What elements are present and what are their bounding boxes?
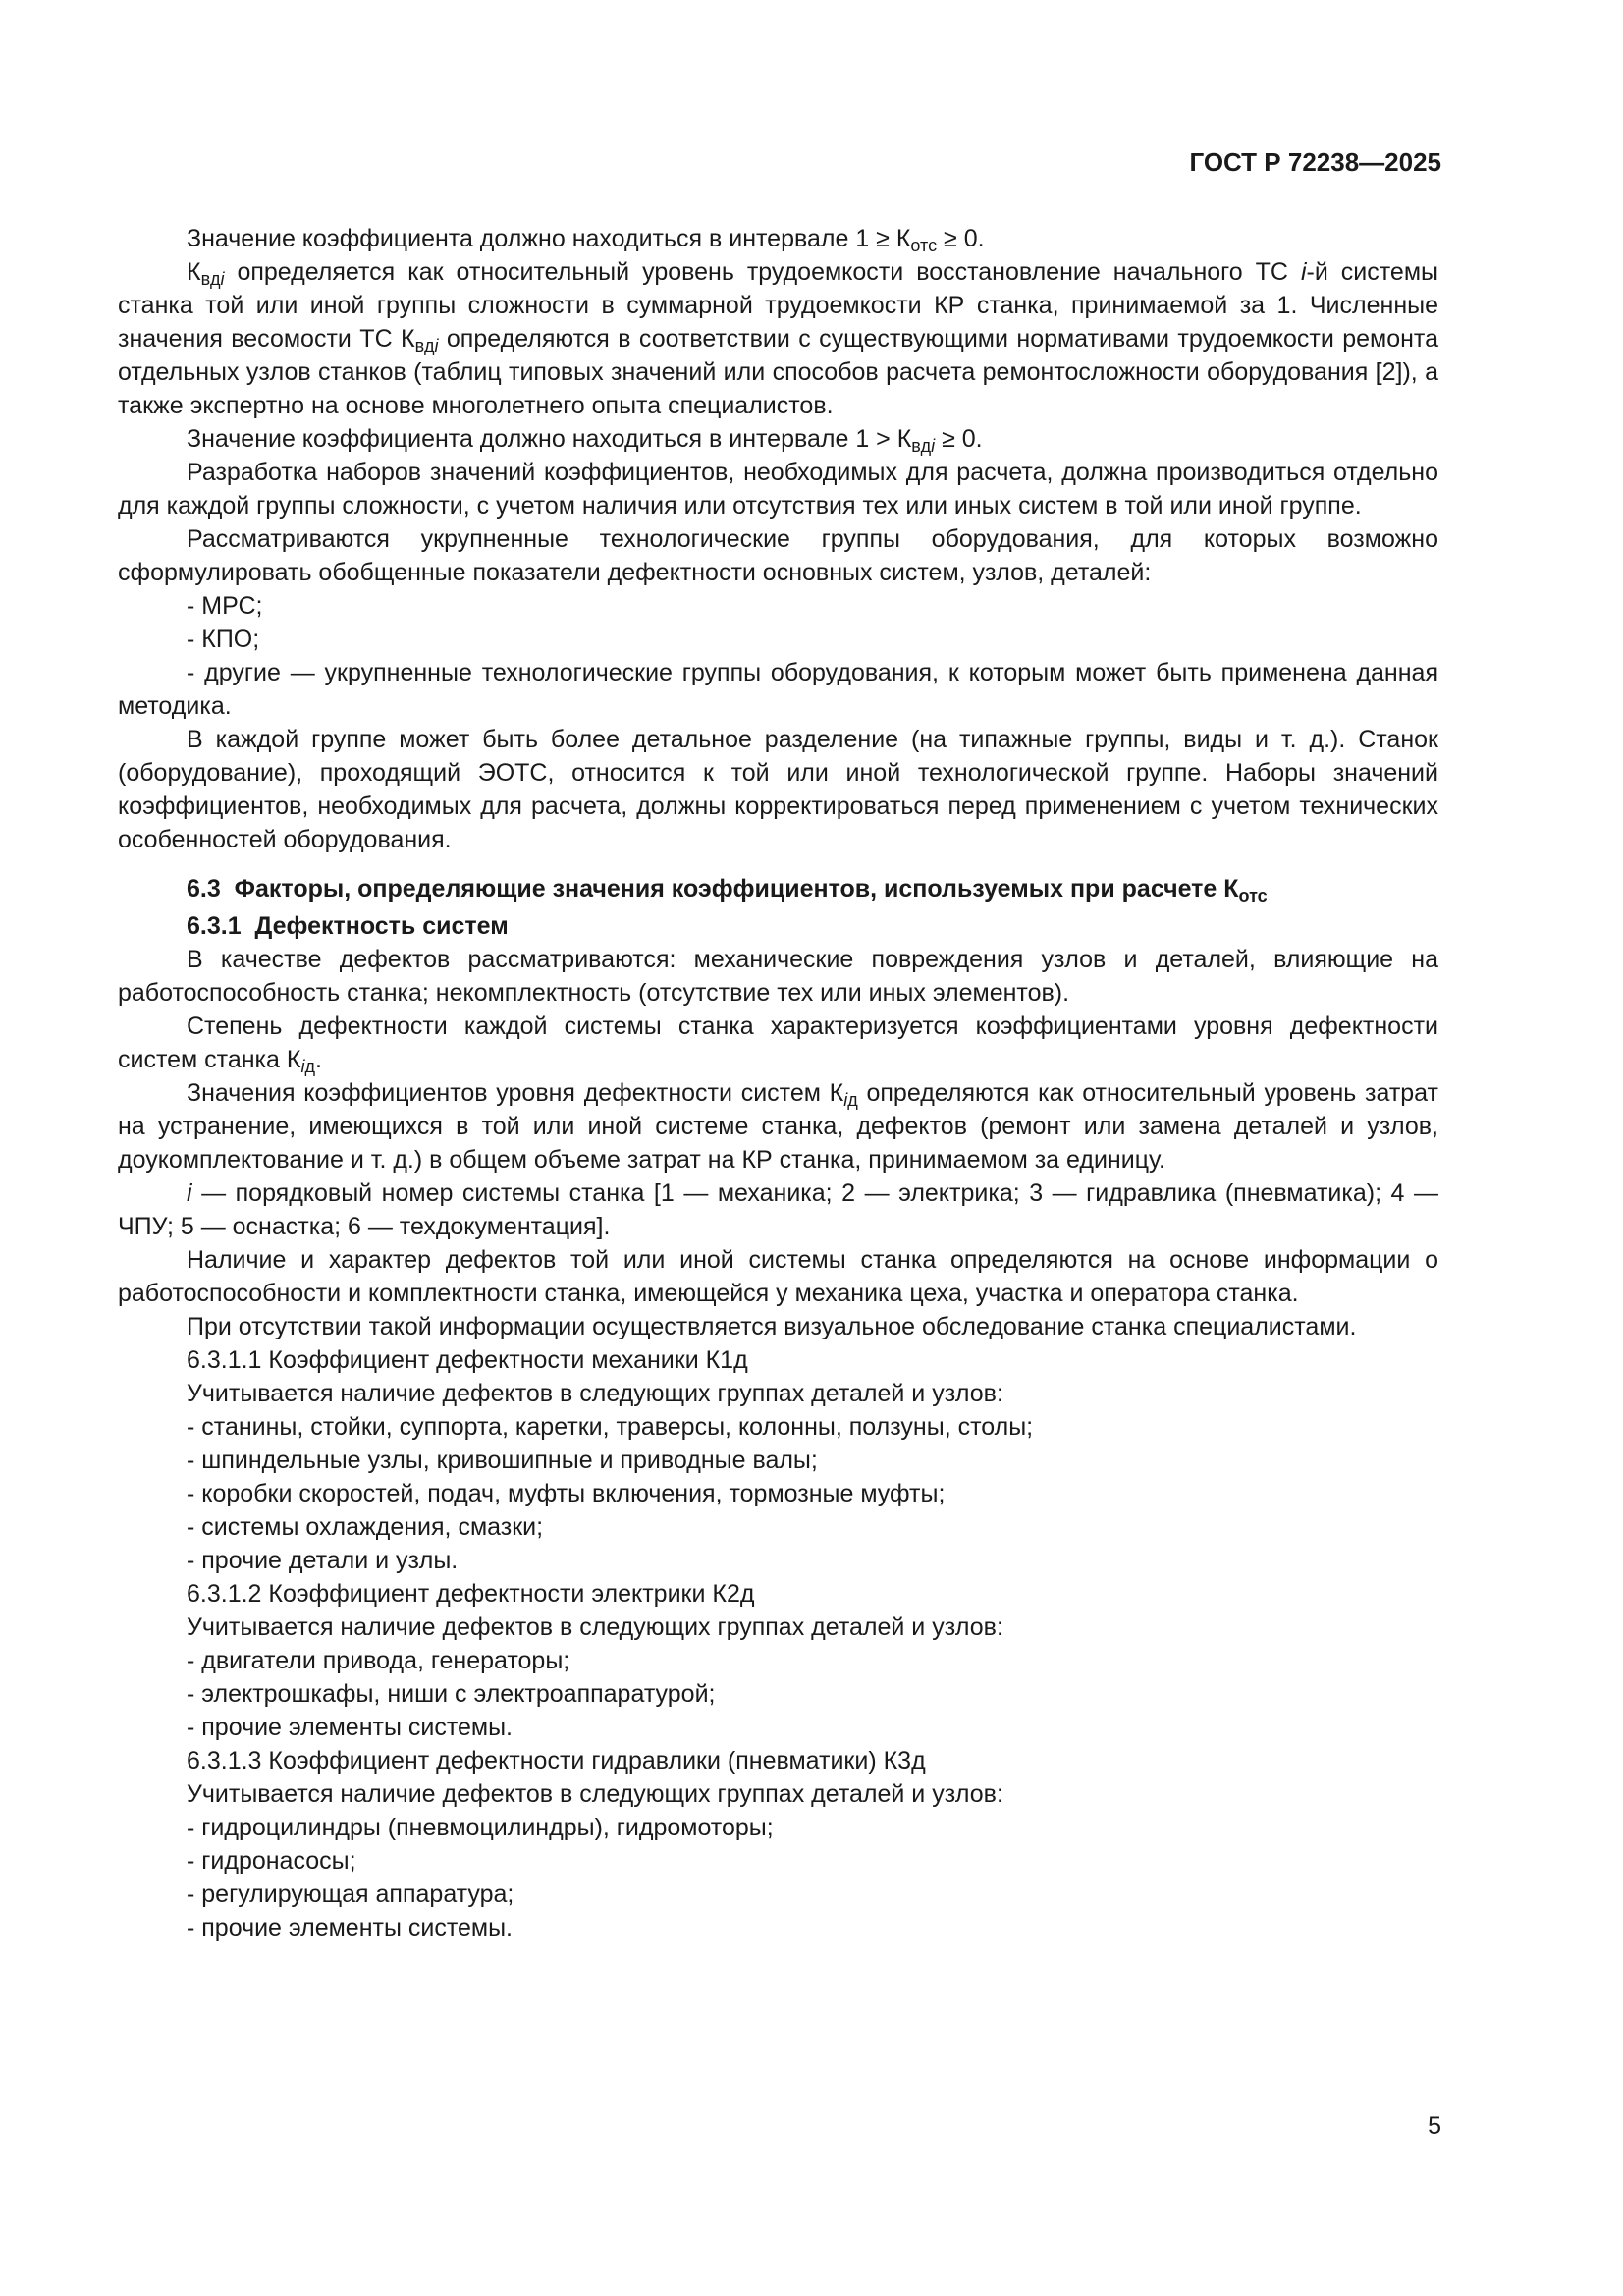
section-heading-6-3 [118,872,1438,905]
text: определяются в соответствии с существующими нормативами трудоемкости ремонта отдельных узлов станков (таблиц типовых значений или способов расчета ремонтосложности оборудования [2]), а также экспертно на основе многолетнего опыта специалистов. [118,325,1438,419]
subscript: отс [910,236,938,255]
text: вд [911,436,932,456]
list-item: - гидроцилиндры (пневмоцилиндры), гидромоторы; [187,1814,774,1841]
list-item: - коробки скоростей, подач, муфты включения, тормозные муфты; [187,1480,946,1507]
italic-index: i [187,1179,192,1207]
paragraph-group-division: В каждой группе может быть более детальное разделение (на типажные группы, виды и т. д.). Станок (оборудование), проходящий ЭОТС, относится к той или иной технологической группе. Наборы значений коэффициентов, необходимых для расчета, должны корректироваться перед применением с учетом технических особенностей оборудования. [118,726,1438,853]
text: Значение коэффициента должно находиться в интервале 1 ≥ К [187,225,911,252]
paragraph-visual-inspection: При отсутствии такой информации осуществляется визуальное обследование станка специалистами. [187,1313,1357,1340]
document-header: ГОСТ Р 72238—2025 [1189,147,1441,177]
section-title: Дефектность систем [254,912,509,940]
section-title: Факторы, определяющие значения коэффициентов, используемых при расчете К [234,875,1239,902]
text: вд [200,269,221,289]
subscript [911,436,935,456]
italic-index: i [300,1057,305,1076]
italic-index: i [931,436,936,456]
list-item: - МРС; [187,592,263,620]
italic-index: i [1300,258,1307,286]
list-item: - регулирующая аппаратура; [187,1881,514,1908]
document-body [118,222,1438,1944]
text: определяется как относительный уровень трудоемкости восстановление начального ТС [224,258,1301,286]
text: вд [414,336,435,355]
text: Значения коэффициентов уровня дефектности систем К [187,1079,844,1107]
text: -й системы станка той или иной группы сложности в суммарной трудоемкости КР станка, принимаемой за 1. Численные значения весомости ТС К [118,258,1438,353]
paragraph-defect-info: Наличие и характер дефектов той или иной системы станка определяются на основе информации о работоспособности и комплектности станка, имеющейся у механика цеха, участка и оператора станка. [118,1246,1438,1307]
subsection-title-6-3-1-2: 6.3.1.2 Коэффициент дефектности электрики К2д [187,1580,755,1608]
italic-index: i [220,269,225,289]
section-heading-6-3-1 [118,909,1438,943]
subscript: отс [1238,886,1268,905]
list-item: - прочие элементы системы. [187,1714,514,1741]
text: д [304,1057,315,1076]
subsection-intro: Учитывается наличие дефектов в следующих группах деталей и узлов: [187,1780,1003,1808]
paragraph-equipment-groups: Рассматриваются укрупненные технологические группы оборудования, для которых возможно сформулировать обобщенные показатели дефектности основных систем, узлов, деталей: [118,525,1438,586]
subsection-intro: Учитывается наличие дефектов в следующих группах деталей и узлов: [187,1613,1003,1641]
paragraph-defects-definition: В качестве дефектов рассматриваются: механические повреждения узлов и деталей, влияющие на работоспособность станка; некомплектность (отсутствие тех или иных элементов). [118,946,1438,1007]
list-item: - прочие элементы системы. [187,1914,514,1941]
list-item: - КПО; [187,626,260,653]
page-number: 5 [1428,2112,1441,2140]
paragraph-coefficient-sets: Разработка наборов значений коэффициентов, необходимых для расчета, должна производиться отдельно для каждой группы сложности, с учетом наличия или отсутствия тех или иных систем в той или иной группе. [118,459,1438,519]
subscript [300,1057,315,1076]
italic-index: i [843,1090,848,1110]
text: ≥ 0. [937,225,985,252]
subscript [843,1090,858,1110]
list-item: - прочие детали и узлы. [187,1547,459,1574]
text: — порядковый номер системы станка [1 — механика; 2 — электрика; 3 — гидравлика (пневматика); 4 — ЧПУ; 5 — оснастка; 6 — техдокументация]. [118,1179,1438,1240]
list-item: - системы охлаждения, смазки; [187,1513,544,1541]
list-item: - шпиндельные узлы, кривошипные и приводные валы; [187,1447,818,1474]
list-item: - двигатели привода, генераторы; [187,1647,570,1674]
list-item: - гидронасосы; [187,1847,356,1875]
text: ≥ 0. [935,425,983,453]
text: д [847,1090,858,1110]
text: определяются как относительный уровень затрат на устранение, имеющихся в той или иной системе станка, дефектов (ремонт или замена деталей и узлов, доукомплектование и т. д.) в общем объеме затрат на КР станка, принимаемом за единицу. [118,1079,1438,1174]
paragraph-kvd-range [118,422,1438,456]
subsection-title-6-3-1-1: 6.3.1.1 Коэффициент дефектности механики К1д [187,1346,748,1374]
text: . [314,1046,322,1073]
italic-index: i [434,336,439,355]
text: К [187,258,201,286]
list-item: - другие — укрупненные технологические группы оборудования, к которым может быть применена данная методика. [118,659,1438,720]
paragraph-kvd-definition [118,255,1438,422]
section-number: 6.3.1 [187,912,242,940]
paragraph-kots-range [118,222,1438,255]
paragraph-defect-degree [118,1010,1438,1076]
list-item: - станины, стойки, суппорта, каретки, траверсы, колонны, ползуны, столы; [187,1413,1034,1441]
subscript [415,336,439,355]
list-item: - электрошкафы, ниши с электроаппаратурой; [187,1680,716,1708]
paragraph-defect-values [118,1076,1438,1176]
subsection-title-6-3-1-3: 6.3.1.3 Коэффициент дефектности гидравлики (пневматики) К3д [187,1747,926,1775]
paragraph-system-index [118,1176,1438,1243]
text: Степень дефектности каждой системы станка характеризуется коэффициентами уровня дефектности систем станка К [118,1012,1438,1073]
text: Значение коэффициента должно находиться в интервале 1 > К [187,425,912,453]
subscript [201,269,225,289]
section-number: 6.3 [187,875,221,902]
subsection-intro: Учитывается наличие дефектов в следующих группах деталей и узлов: [187,1380,1003,1407]
